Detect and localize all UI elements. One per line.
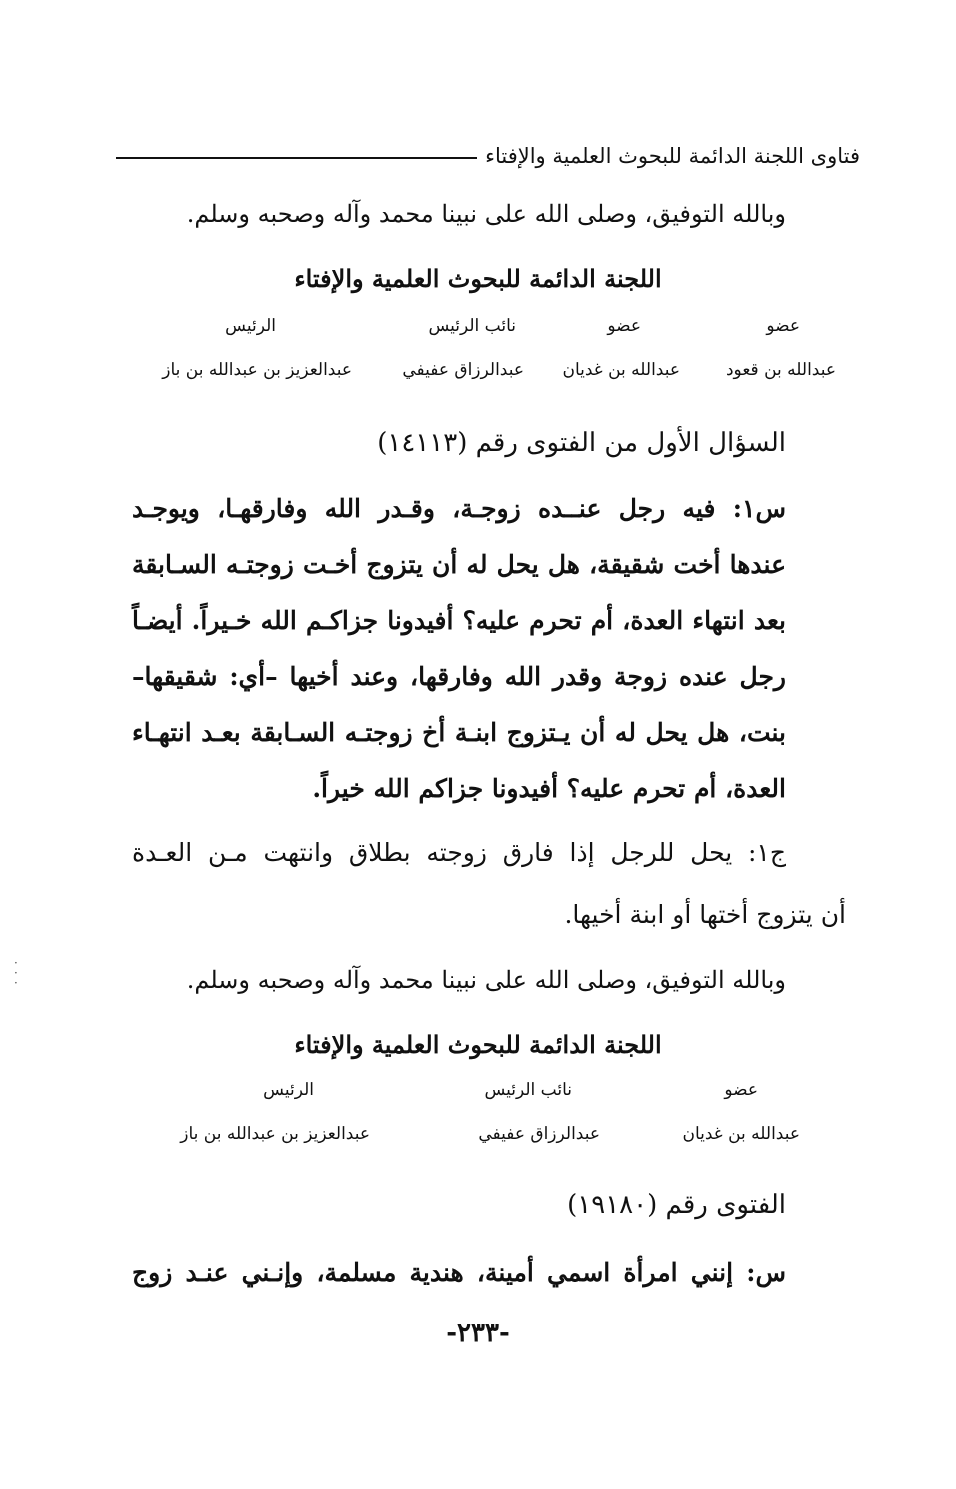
- question-line: س: إنني امرأة اسمي أمينة، هندية مسلمة، وإنـني عنـد زوج: [132, 1258, 786, 1287]
- running-header: [116, 128, 860, 168]
- answer-line: ج١: يحل للرجل إذا فارق زوجته بطلاق وانتهت مـن العـدة: [132, 838, 786, 867]
- answer-line: أن يتزوج أختها أو ابنة أخيها.: [564, 900, 846, 929]
- signatory-name: عبدالرزاق عفيفي: [402, 360, 524, 380]
- signatory-role: نائب الرئيس: [428, 316, 516, 336]
- signatory-name: عبدالله بن قعود: [725, 360, 836, 380]
- signatory-role: عضو: [607, 316, 641, 336]
- signatory-role: الرئيس: [225, 316, 276, 336]
- running-title: فتاوى اللجنة الدائمة للبحوث العلمية والإفتاء: [485, 144, 860, 168]
- question-line: بنت، هل يحل له أن يـتزوج ابنـة أخ زوجتـه السـابقة بعـد انتهـاء: [132, 718, 786, 747]
- signatory-role: عضو: [724, 1080, 758, 1100]
- signatory-name: عبدالرزاق عفيفي: [478, 1124, 600, 1144]
- margin-mark: · · ·: [14, 956, 18, 990]
- question-line: رجل عنده زوجة وقدر الله وفارقها، وعند أخيها –أي: شقيقها–: [132, 662, 786, 691]
- committee-title: اللجنة الدائمة للبحوث العلمية والإفتاء: [294, 1030, 662, 1059]
- closing-prayer: وبالله التوفيق، وصلى الله على نبينا محمد وآله وصحبه وسلم.: [186, 200, 786, 228]
- signatory-role: نائب الرئيس: [484, 1080, 572, 1100]
- page-number: -٢٣٣-: [446, 1318, 510, 1348]
- fatwa-heading: السؤال الأول من الفتوى رقم (١٤١١٣): [377, 428, 786, 458]
- closing-prayer: وبالله التوفيق، وصلى الله على نبينا محمد وآله وصحبه وسلم.: [186, 966, 786, 994]
- header-rule: [116, 157, 477, 159]
- question-line: العدة، أم تحرم عليه؟ أفيدونا جزاكم الله خيراً.: [312, 774, 786, 803]
- question-line: بعد انتهاء العدة، أم تحرم عليه؟ أفيدونا جزاكـم الله خـيراً. أيضـاً: [132, 606, 786, 635]
- signatory-name: عبدالعزيز بن عبدالله بن باز: [162, 360, 352, 380]
- fatwa-heading: الفتوى رقم (١٩١٨٠): [567, 1190, 786, 1220]
- signatory-role: عضو: [766, 316, 800, 336]
- signatory-name: عبدالله بن غديان: [682, 1124, 800, 1144]
- signatory-role: الرئيس: [263, 1080, 314, 1100]
- signatory-name: عبدالله بن غديان: [562, 360, 680, 380]
- question-line: عندها أخت شقيقة، هل يحل له أن يتزوج أخـت زوجتـه السـابقة: [132, 550, 786, 579]
- signatory-name: عبدالعزيز بن عبدالله بن باز: [180, 1124, 370, 1144]
- committee-title: اللجنة الدائمة للبحوث العلمية والإفتاء: [294, 264, 662, 293]
- question-line: س١: فيه رجل عنــده زوجـة، وقـدر الله وفارقهـا، ويوجـد: [132, 494, 786, 523]
